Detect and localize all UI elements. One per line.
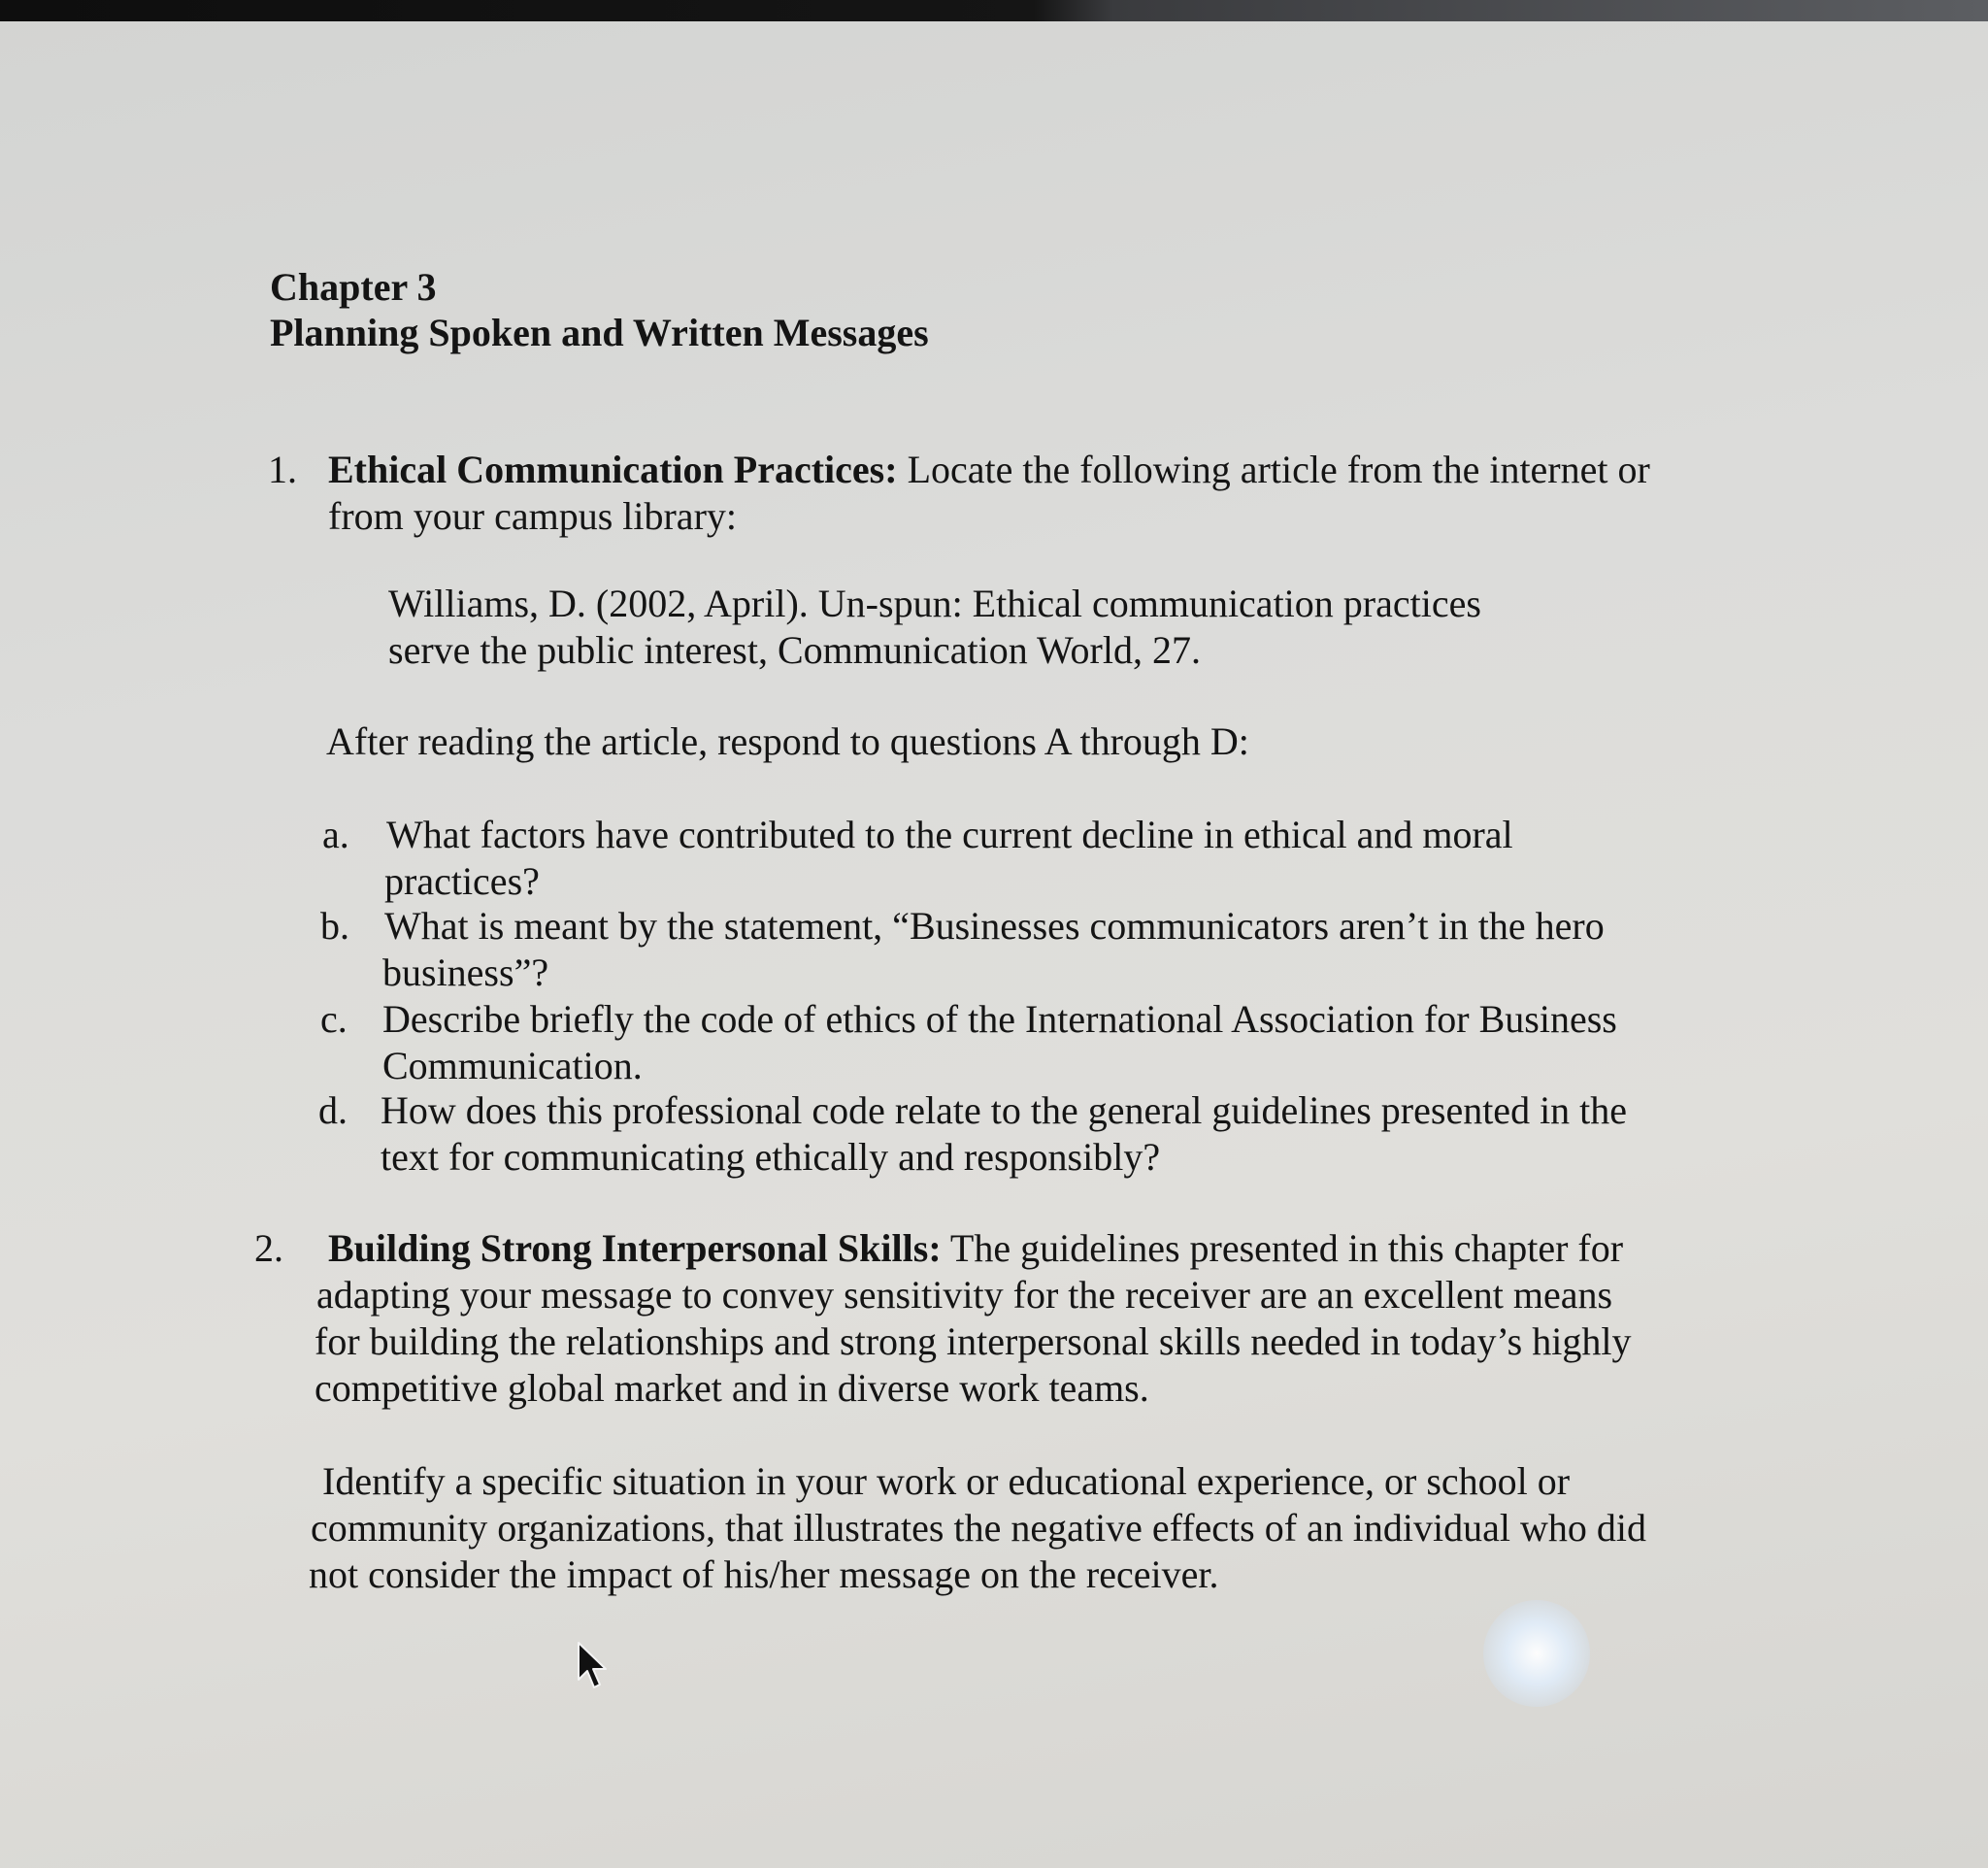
item-a-letter: a. — [322, 813, 349, 856]
q2-line3: for building the relationships and strong interpersonal skills needed in today’s highly — [315, 1319, 1632, 1363]
screen-glare — [1483, 1600, 1590, 1707]
item-c-letter: c. — [320, 997, 348, 1041]
item-d-letter: d. — [318, 1088, 348, 1132]
item-d-line2: text for communicating ethically and responsibly? — [381, 1135, 1161, 1179]
citation-line1: Williams, D. (2002, April). Un-spun: Ethical communication practices — [388, 582, 1481, 625]
page-title: Planning Spoken and Written Messages — [270, 311, 929, 354]
item-b-line1: What is meant by the statement, “Businesses communicators aren’t in the hero — [384, 904, 1605, 948]
q2-number: 2. — [254, 1226, 283, 1270]
mouse-pointer-icon — [577, 1641, 612, 1691]
item-c-line1: Describe briefly the code of ethics of the International Association for Business — [382, 997, 1617, 1041]
item-a-line2: practices? — [384, 859, 540, 903]
q1-prompt: After reading the article, respond to questions A through D: — [326, 719, 1249, 763]
q1-number: 1. — [268, 448, 297, 491]
citation-line2: serve the public interest, Communication World, 27. — [388, 628, 1201, 672]
q2-line4: competitive global market and in diverse work teams. — [315, 1366, 1149, 1410]
q2-para2-line2: community organizations, that illustrates the negative effects of an individual who did — [311, 1506, 1646, 1550]
item-a-line1: What factors have contributed to the current decline in ethical and moral — [386, 813, 1513, 856]
chapter-label: Chapter 3 — [270, 265, 437, 309]
q2-para2-line1: Identify a specific situation in your work or educational experience, or school or — [322, 1459, 1571, 1503]
item-b-line2: business”? — [382, 951, 549, 994]
q1-intro-line2: from your campus library: — [328, 494, 737, 538]
item-b-letter: b. — [320, 904, 349, 948]
q2-line1: The guidelines presented in this chapter for — [949, 1226, 1624, 1270]
q2-heading: Building Strong Interpersonal Skills: — [328, 1226, 942, 1270]
q1-first-line — [328, 447, 1650, 493]
q1-intro-line1: Locate the following article from the internet or — [907, 448, 1650, 491]
q1-heading: Ethical Communication Practices: — [328, 448, 898, 491]
q2-first-line — [328, 1225, 1623, 1272]
item-c-line2: Communication. — [382, 1044, 643, 1087]
item-d-line1: How does this professional code relate to the general guidelines presented in the — [381, 1088, 1628, 1132]
q2-line2: adapting your message to convey sensitivity for the receiver are an excellent means — [316, 1273, 1613, 1317]
q2-para2-line3: not consider the impact of his/her message on the receiver. — [309, 1552, 1219, 1596]
